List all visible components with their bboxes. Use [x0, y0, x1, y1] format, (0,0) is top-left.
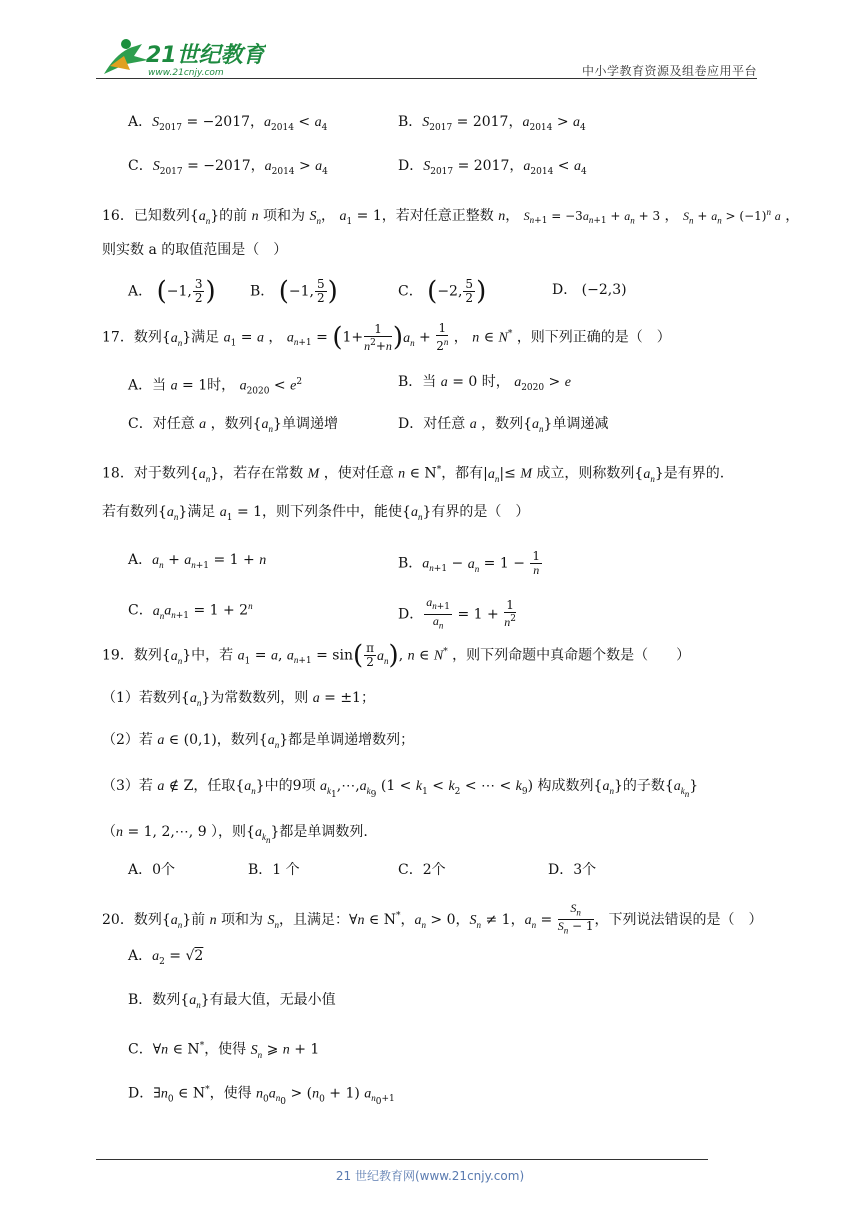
q15-option-a: A．$S_{2017} = -2017$，$a_{2014} < a_4$: [128, 114, 328, 133]
q20-option-d: D．$\exists n_0$ ∈ N*，使得 $n_0a_{n_0} > (n_0 + 1)$ $a_{n_0+1}$: [128, 1085, 395, 1108]
q18-option-b: B．$a_{n+1} - a_n = 1$ − $\frac{1}{n}$: [398, 549, 541, 577]
q20-option-c: C．∀n ∈ N*，使得 $S_n$ ⩾ n + 1: [128, 1041, 320, 1060]
q20-option-a: A．$a_2 = √2$: [128, 948, 204, 967]
q18-option-c: C．$a_na_{n+1} = 1 + 2^n$: [128, 601, 253, 622]
q19-statement-3: （3）若 a ∉ Z，任取$\{a_n\}$中的9项 $a_{k_1},\cdots,a_{k_9}$ ($1 < k_1 < k_2$ < ⋯ < $k_9$) 构成数列$\{a_n\}$的子数$\{a_{k_n}\}$: [102, 778, 699, 800]
footer-divider: [96, 1159, 708, 1160]
q16-option-d: D． (−2,3): [552, 282, 627, 298]
q19-statement-2: （2）若 a ∈ (0,1)，数列$\{a_n\}$都是单调递增数列；: [102, 732, 415, 750]
q16-stem-line2: 则实数 a 的取值范围是（ ）: [102, 242, 288, 258]
header-divider: [96, 78, 757, 79]
q18-option-d: D． $\frac{a_{n+1}}{a_n}$ = 1 + $\frac{1}{n^2}$: [398, 595, 516, 631]
q16-option-a: A． (−1, $\frac{3}{2}$ ): [128, 276, 216, 307]
q16-option-c: C． (−2, $\frac{5}{2}$ ): [398, 276, 487, 307]
q17-option-d: D．对任意 a ，数列$\{a_n\}$单调递减: [398, 416, 609, 434]
q17-stem: 17．数列$\{a_n\}$满足 $a_1 = a$ ， $a_{n+1} = (1+$ $\frac{1}{n^2+n}$ )$a_n$ + $\frac{1}{2^n}$ ， n ∈ N* ，则下列正确的是（ ）: [102, 321, 671, 353]
q19-option-d: D．3个: [548, 862, 597, 878]
q15-option-c: C．$S_{2017} = -2017$，$a_{2014} > a_4$: [128, 158, 328, 177]
q20-option-b: B．数列$\{a_n\}$有最大值，无最小值: [128, 992, 336, 1010]
site-logo: [96, 34, 266, 80]
q19-stem: 19．数列$\{a_n\}$中，若 $a_1 = a$, $a_{n+1} = \sin$( $\frac{\pi}{2}$ $a_n$), n ∈ N* ，则下列命题中真命题个数是（ ）: [102, 640, 691, 671]
q20-stem: 20．数列$\{a_n\}$前 n 项和为 $S_n$，且满足：∀n ∈ N*，$a_n > 0$，$S_n \ne 1$，$a_n$ = $\frac{S_n}{S_n - 1}$ ，下列说法错误的是（ ）: [102, 901, 763, 936]
q18-stem: 18．对于数列$\{a_n\}$，若存在常数 M ，使对任意 n ∈ N*，都有$|a_n|\le M$ 成立，则称数列$\{a_n\}$是有界的.: [102, 465, 725, 484]
q18-stem-line2: 若有数列$\{a_n\}$满足 $a_1 = 1$，则下列条件中，能使$\{a_n\}$有界的是（ ）: [102, 504, 530, 523]
q19-option-a: A．0个: [128, 862, 176, 878]
q19-statement-3-line2: （n = 1, 2,⋯, 9 ），则$\{a_{k_n}\}$都是单调数列.: [102, 824, 368, 845]
q17-option-b: B．当 a = 0 时， $a_{2020} > e$: [398, 374, 571, 393]
q17-option-a: A．当 a = 1时， $a_{2020} < e^2$: [128, 377, 303, 397]
q19-statement-1: （1）若数列$\{a_n\}$为常数数列，则 a = ±1；: [102, 690, 375, 708]
q19-option-c: C．2个: [398, 862, 446, 878]
q18-option-a: A．$a_n + a_{n+1} = 1 + n$: [128, 552, 267, 571]
footer-text: 21 世纪教育网(www.21cnjy.com): [335, 1169, 525, 1183]
platform-name: 中小学教育资源及组卷应用平台: [581, 64, 757, 78]
q15-option-d: D．$S_{2017} = 2017$，$a_{2014} < a_4$: [398, 158, 587, 177]
q15-option-b: B．$S_{2017} = 2017$，$a_{2014} > a_4$: [398, 114, 586, 133]
q16-option-b: B． (−1, $\frac{5}{2}$ ): [250, 276, 338, 307]
q19-option-b: B．1 个: [248, 862, 300, 878]
q16-stem: 16．已知数列$\{a_n\}$的前 n 项和为 $S_n$， $a_1 = 1$，若对任意正整数 n， $S_{n+1} = -3a_{n+1} + a_n + 3$ ， $S_n + a_n > (-1)^n$ a ，: [102, 207, 800, 227]
q17-option-c: C．对任意 a ，数列$\{a_n\}$单调递增: [128, 416, 338, 434]
svg-text:www.21cnjy.com: www.21cnjy.com: [148, 68, 224, 78]
svg-text:21世纪教育: 21世纪教育: [146, 43, 265, 68]
